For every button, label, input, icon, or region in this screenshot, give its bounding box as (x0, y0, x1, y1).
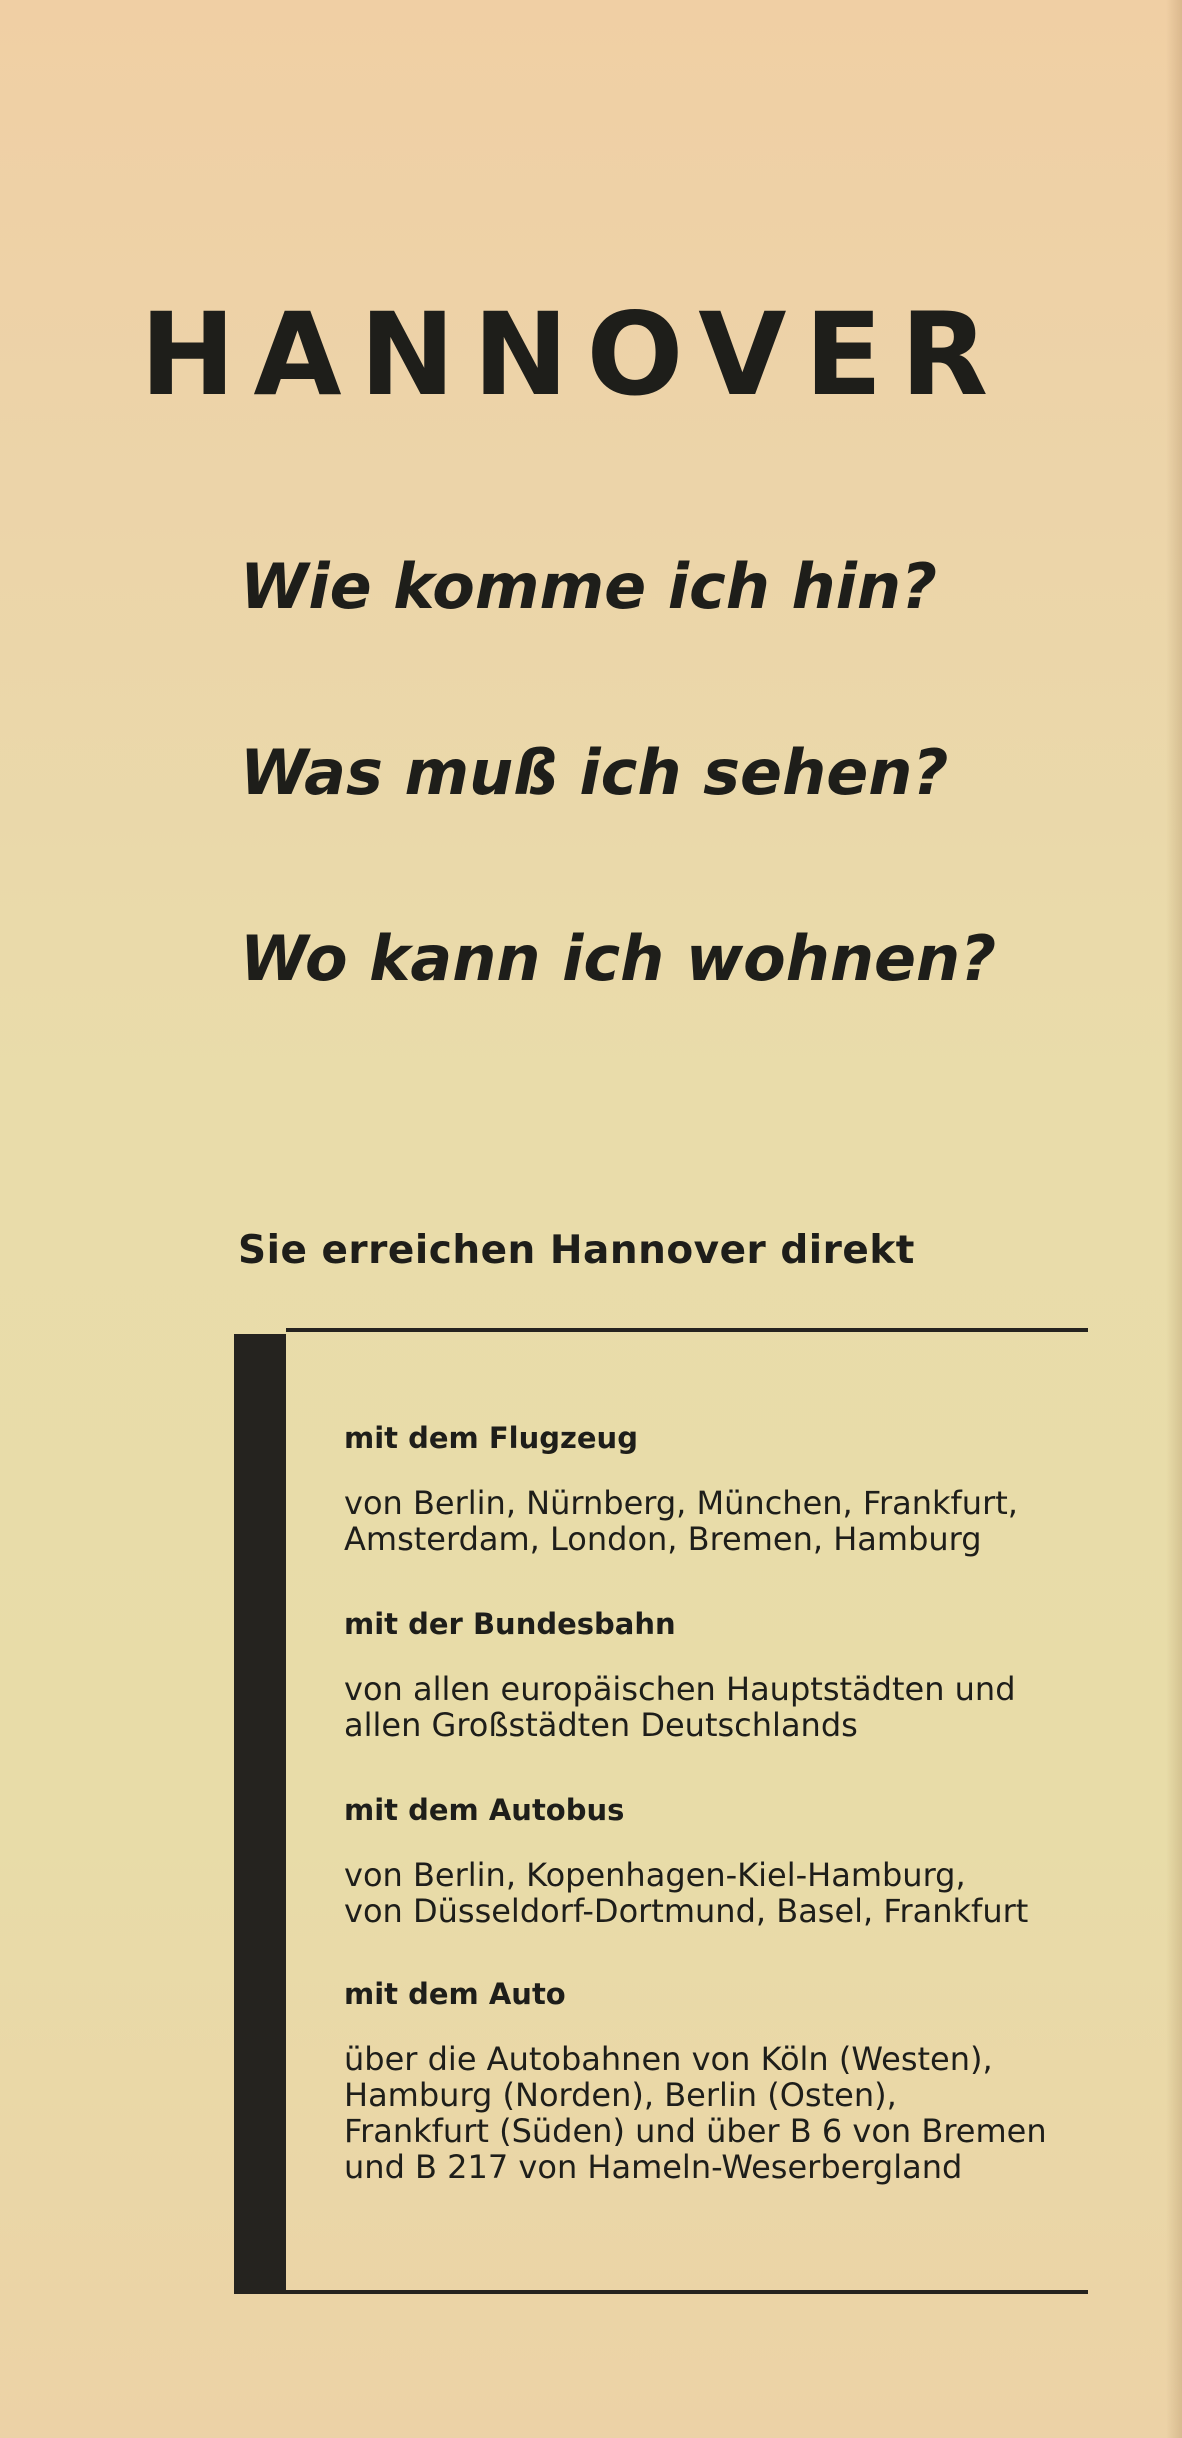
top-rule (286, 1328, 1088, 1332)
section-airplane (344, 1421, 1084, 1558)
section-line: von Berlin, Nürnberg, München, Frankfurt, (344, 1484, 1018, 1522)
vertical-bar-divider (234, 1334, 286, 2294)
section-bus (344, 1793, 1084, 1930)
section-heading: mit dem Flugzeug (344, 1421, 638, 1455)
section-line: von allen europäischen Hauptstädten und (344, 1670, 1016, 1708)
section-line: Frankfurt (Süden) und über B 6 von Bremen (344, 2112, 1047, 2150)
section-line: über die Autobahnen von Köln (Westen), (344, 2040, 993, 2078)
section-line: allen Großstädten Deutschlands (344, 1706, 858, 1744)
paper-edge-shadow (1166, 0, 1182, 2438)
section-line: Hamburg (Norden), Berlin (Osten), (344, 2076, 897, 2114)
section-text (344, 1857, 1084, 1929)
section-heading: mit der Bundesbahn (344, 1607, 676, 1641)
page-title: HANNOVER (140, 288, 1007, 421)
section-line: von Düsseldorf-Dortmund, Basel, Frankfurt (344, 1892, 1029, 1930)
section-line: Amsterdam, London, Bremen, Hamburg (344, 1520, 982, 1558)
section-line: von Berlin, Kopenhagen-Kiel-Hamburg, (344, 1856, 966, 1894)
section-text (344, 2041, 1084, 2185)
bottom-rule (286, 2290, 1088, 2294)
section-railway (344, 1607, 1084, 1744)
section-heading: mit dem Autobus (344, 1793, 625, 1827)
question-sights: Was muß ich sehen? (240, 736, 949, 809)
section-heading: mit dem Auto (344, 1977, 566, 2011)
section-text (344, 1485, 1084, 1557)
subheading: Sie erreichen Hannover direkt (238, 1228, 915, 1273)
section-text (344, 1671, 1084, 1743)
section-car (344, 1977, 1084, 2186)
question-accommodation: Wo kann ich wohnen? (240, 922, 997, 995)
section-line: und B 217 von Hameln-Weserbergland (344, 2148, 963, 2186)
question-arrival: Wie komme ich hin? (240, 550, 937, 623)
